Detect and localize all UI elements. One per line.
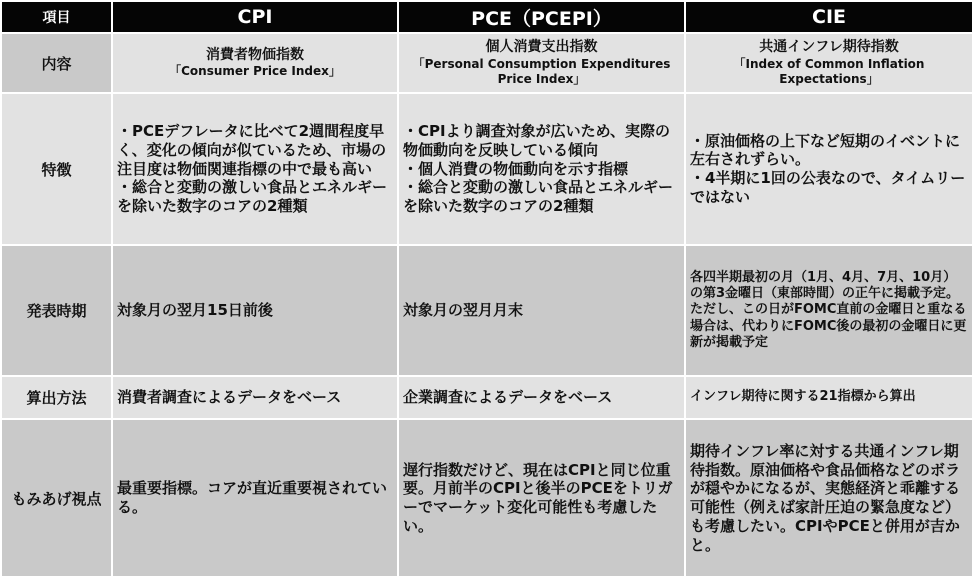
features-cpi-item: ・PCEデフレータに比べて2週間程度早く、変化の傾向が似ているため、市場の注目度は物価関連指標の中で最も高い [117, 122, 387, 178]
cell-features-cpi [112, 93, 398, 245]
row-label-calculation: 算出方法 [1, 376, 112, 419]
cell-view-cie: 期待インフレ率に対する共通インフレ期待指数。原油価格や食品価格などのボラが穏やかになるが、実態経済と乖離する可能性（例えば家計圧迫の緊急度など）も考慮したい。CPIやPCEと併用が吉かと。 [685, 419, 972, 577]
row-features [1, 93, 972, 245]
cpi-subtitle: 「Consumer Price Index」 [169, 64, 341, 79]
row-content [1, 33, 972, 93]
header-pce: PCE（PCEPI） [398, 1, 685, 33]
features-pce-item: ・総合と変動の激しい食品とエネルギーを除いた数字のコアの2種類 [403, 178, 674, 216]
header-row [1, 1, 972, 33]
row-label-release-timing: 発表時期 [1, 245, 112, 376]
row-label-momiage-view: もみあげ視点 [1, 419, 112, 577]
header-cpi: CPI [112, 1, 398, 33]
cell-calc-cie: インフレ期待に関する21指標から算出 [685, 376, 972, 419]
pce-title: 個人消費支出指数 [485, 39, 598, 56]
row-calculation [1, 376, 972, 419]
cpi-title: 消費者物価指数 [206, 46, 304, 63]
row-label-features: 特徴 [1, 93, 112, 245]
cell-calc-cpi: 消費者調査によるデータをベース [112, 376, 398, 419]
cie-subtitle: 「Index of Common Inflation Expectations」 [733, 56, 925, 86]
cell-release-pce: 対象月の翌月月末 [398, 245, 685, 376]
cell-content-cie [685, 33, 972, 93]
cell-release-cpi: 対象月の翌月15日前後 [112, 245, 398, 376]
cell-view-cpi: 最重要指標。コアが直近重要視されている。 [112, 419, 398, 577]
header-cie: CIE [685, 1, 972, 33]
features-cie-item: ・原油価格の上下など短期のイベントに左右されずらい。 [690, 131, 961, 169]
cell-release-cie: 各四半期最初の月（1月、4月、7月、10月）の第3金曜日（東部時間）の正午に掲載予定。ただし、この日がFOMC直前の金曜日と重なる場合は、代わりにFOMC後の最初の金曜日に更新が掲載予定 [685, 245, 972, 376]
pce-subtitle: 「Personal Consumption Expenditures Price Index」 [412, 56, 671, 86]
features-pce-item: ・個人消費の物価動向を示す指標 [403, 159, 629, 178]
row-release-timing [1, 245, 972, 376]
features-cie-item: ・4半期に1回の公表なので、タイムリーではない [690, 169, 966, 206]
cell-features-cie [685, 93, 972, 245]
row-momiage-view [1, 419, 972, 577]
cell-calc-pce: 企業調査によるデータをベース [398, 376, 685, 419]
cell-view-pce: 遅行指数だけど、現在はCPIと同じ位重要。月前半のCPIと後半のPCEをトリガーでマーケット変化可能性も考慮したい。 [398, 419, 685, 577]
cell-features-pce [398, 93, 685, 245]
cell-content-pce [398, 33, 685, 93]
row-label-content: 内容 [1, 33, 112, 93]
features-pce-item: ・CPIより調査対象が広いため、実際の物価動向を反映している傾向 [403, 122, 670, 159]
features-cpi-item: ・総合と変動の激しい食品とエネルギーを除いた数字のコアの2種類 [117, 178, 388, 216]
header-corner: 項目 [1, 1, 112, 33]
cell-content-cpi [112, 33, 398, 93]
cie-title: 共通インフレ期待指数 [759, 39, 899, 56]
